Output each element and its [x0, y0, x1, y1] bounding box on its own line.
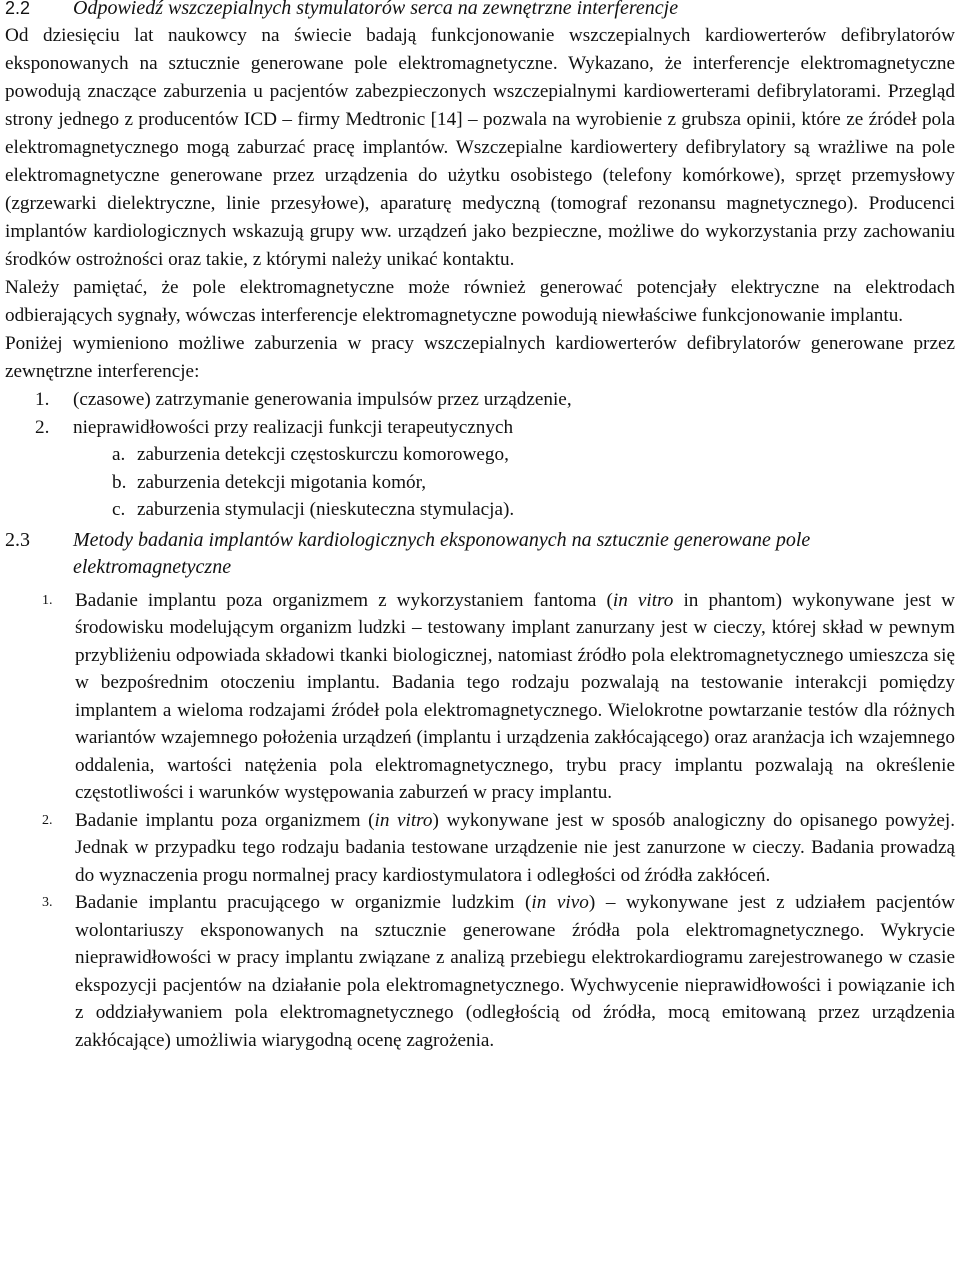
italic-term: in vitro: [374, 809, 433, 831]
list-item: [5, 587, 955, 807]
text-run: in phantom) wykonywane jest w środowisku modelującym organizm ludzki – testowany implant zanurzany jest w cieczy, której skład w pewnym przybliżeniu odpowiada składowi tkanki biologicznej, natomiast źródło pola elektromagnetycznego umieszcza się w bezpośrednim otoczeniu implantu. Badania tego rodzaju pozwalają na testowanie interakcji pomiędzy implantem a wieloma rodzajami źródeł pola elektromagnetycznego. Wielokrotne powtarzanie testów dla różnych wariantów wzajemnego położenia urządzeń (implantu i urządzenia zakłócającego) oraz aranżacja ich wzajemnego oddalenia, wartości natężenia pola elektromagnetycznego, trybu pracy implantu pozwalają na określenie częstotliwości i warunków występowania zaburzeń w pracy implantu.: [75, 589, 955, 803]
list-item-number: 3.: [42, 895, 53, 910]
list-item-text: zaburzenia detekcji migotania komór,: [137, 471, 427, 493]
text-run: Badanie implantu poza organizmem (: [75, 809, 375, 831]
list-item: [5, 469, 955, 497]
section-number: 2.2: [5, 0, 31, 18]
text-run: Badanie implantu pracującego w organizmie ludzkim (: [75, 892, 532, 913]
paragraph-research-overview: Od dziesięciu lat naukowcy na świecie badają funkcjonowanie wszczepialnych kardiowerterów defibrylatorów eksponowanych na sztucznie generowane pole elektromagnetyczne. Wykazano, że interferencje elektromagnetyczne powodują znaczące zaburzenia u pacjentów zabezpieczonych wszczepialnymi kardiowerterami defibrylatorami. Przegląd strony jednego z producentów ICD – firmy Medtronic [14] – pozwala na wyrobienie z grubsza opinii, które ze źródeł pola elektromagnetycznego mogą zaburzać pracę implantów. Wszczepialne kardiowertery defibrylatory są wrażliwe na pole elektromagnetyczne generowane przez urządzenia do użytku osobistego (telefony komórkowe), sprzęt przemysłowy (zgrzewarki dielektryczne, linie przesyłowe), aparaturę medyczną (tomograf rezonansu magnetycznego). Producenci implantów kardiologicznych wskazują grupy ww. urządzeń jako bezpieczne, możliwe do wykorzystania przy zachowaniu środków ostrożności oraz takie, z którymi należy unikać kontaktu.: [5, 25, 955, 270]
list-item-letter: b.: [112, 471, 127, 493]
list-item-letter: c.: [112, 499, 126, 520]
disturbance-list: [5, 386, 955, 441]
list-item: [5, 441, 955, 469]
list-item-text: [75, 587, 955, 807]
list-item-text: zaburzenia detekcji częstoskurczu komorowego,: [137, 444, 509, 465]
italic-term: in vivo: [531, 892, 589, 913]
list-item-letter: a.: [112, 444, 126, 465]
italic-term: in vitro: [612, 589, 674, 611]
list-item-text: [75, 889, 955, 1054]
list-item-text: [75, 807, 955, 890]
list-item: [5, 807, 955, 890]
text-run: ) – wykonywane jest z udziałem pacjentów wolontariuszy eksponowanych na sztucznie generowane źródła pola elektromagnetycznego. Wykrycie nieprawidłowości w pracy implantu związane z analizą przebiegu elektrokardiogramu zarejestrowanego w czasie ekspozycji pacjentów na działanie pola elektromagnetycznego. Wychwycenie nieprawidłowości i powiązanie ich z oddziaływaniem pola elektromagnetycznego (odległością od źródła, mocą emitowaną przez urządzenia zakłócające) umożliwia wiarygodną ocenę zagrożenia.: [75, 892, 955, 1051]
section-title: Metody badania implantów kardiologicznych eksponowanych na sztucznie generowane pole elektromagnetyczne: [73, 528, 811, 578]
list-item: [5, 386, 955, 414]
paragraph-electrode-potentials: Należy pamiętać, że pole elektromagnetyczne może również generować potencjały elektryczne na elektrodach odbierających sygnały, wówczas interferencje elektromagnetyczne powodują niewłaściwe funkcjonowanie implantu.: [5, 277, 955, 326]
text-run: Badanie implantu poza organizmem z wykorzystaniem fantoma (: [75, 589, 613, 611]
methods-list: [5, 587, 955, 1055]
section-number: 2.3: [5, 528, 30, 551]
section-heading-2-2: [5, 0, 955, 22]
list-item: [5, 496, 955, 524]
list-item-number: 1.: [35, 389, 50, 410]
list-item-text: nieprawidłowości przy realizacji funkcji terapeutycznych: [73, 416, 514, 438]
list-item-text: (czasowe) zatrzymanie generowania impulsów przez urządzenie,: [73, 389, 572, 410]
text-run: ) wykonywane jest w sposób analogiczny do opisanego powyżej. Jednak w przypadku tego rodzaju badania testowane urządzenie nie jest zanurzone w cieczy. Badania prowadzą do wyznaczenia progu normalnej pracy kardiostymulatora i odległości od źródła zakłóceń.: [75, 809, 955, 886]
list-item-number: 2.: [42, 812, 53, 828]
list-item-number: 2.: [35, 416, 50, 438]
section-title: Odpowiedź wszczepialnych stymulatorów serca na zewnętrzne interferencje: [73, 0, 679, 19]
list-item: [5, 889, 955, 1054]
document-page: [5, 0, 955, 1054]
list-item-number: 1.: [42, 592, 53, 608]
therapeutic-subitem-list: [5, 441, 955, 524]
section-heading-2-3: [5, 527, 955, 581]
paragraph-disturbances-intro: Poniżej wymieniono możliwe zaburzenia w pracy wszczepialnych kardiowerterów defibrylatorów generowane przez zewnętrzne interferencje:: [5, 333, 955, 382]
list-item: [5, 414, 955, 442]
list-item-text: zaburzenia stymulacji (nieskuteczna stymulacja).: [137, 499, 515, 520]
